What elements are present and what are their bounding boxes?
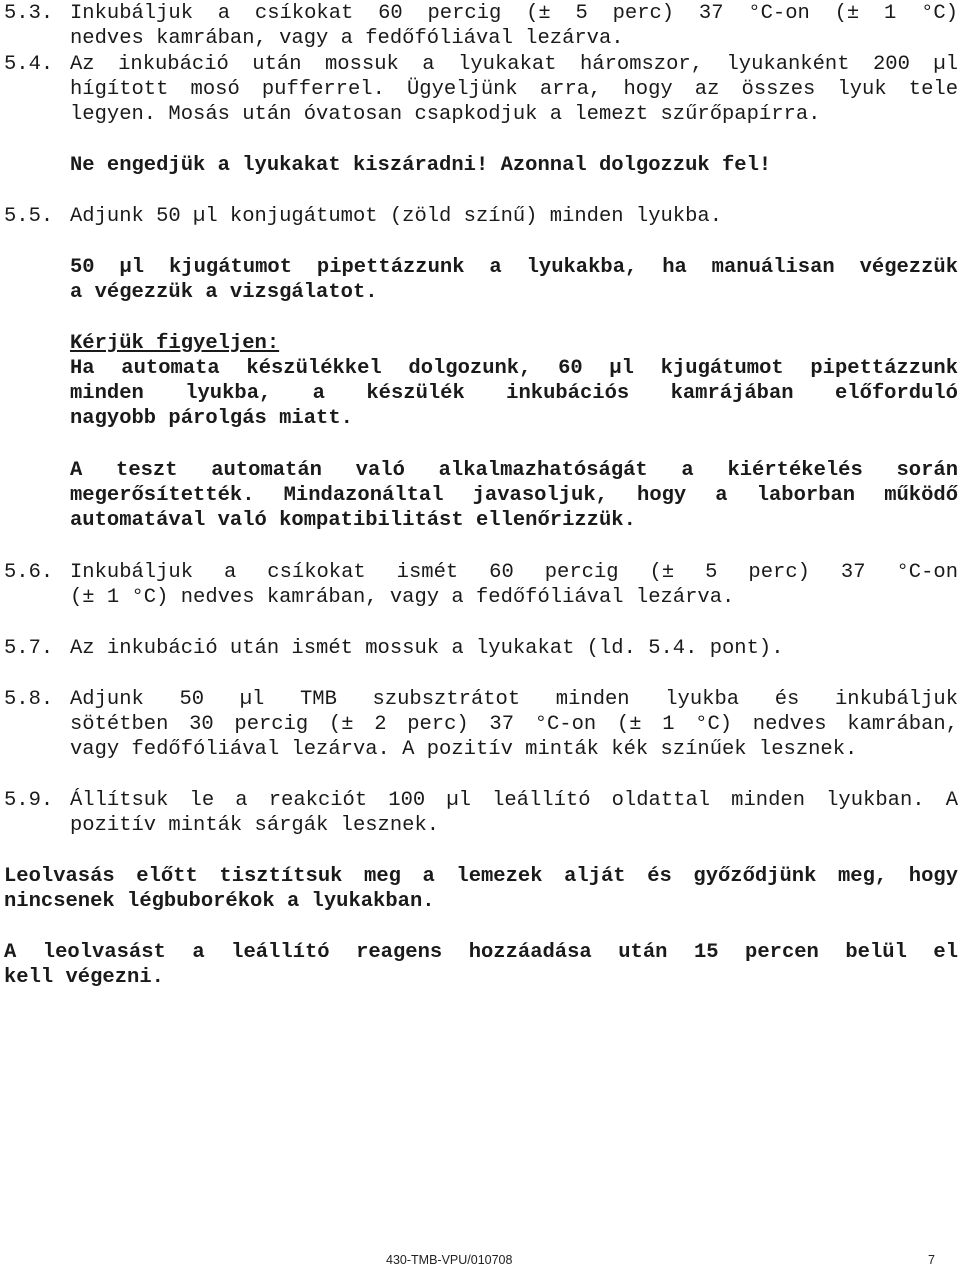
page-number: 7 — [928, 1253, 935, 1267]
manual-note-line: 50 µl kjugátumot pipettázzunk a lyukakba, ha manuálisan végezzük — [70, 256, 958, 279]
timing-line: A leolvasást a leállító reagens hozzáadása után 15 percen belül el — [4, 941, 958, 964]
step-number: 5.6. — [4, 561, 54, 584]
step-text-line: legyen. Mosás után óvatosan csapkodjuk a lemezt szűrőpapírra. — [70, 103, 821, 126]
validation-line: automatával való kompatibilitást ellenőrizzük. — [70, 509, 636, 532]
attention-heading: Kérjük figyeljen: — [70, 332, 280, 355]
cleaning-line: nincsenek légbuborékok a lyukakban. — [4, 890, 435, 913]
attention-line: Ha automata készülékkel dolgozunk, 60 µl kjugátumot pipettázzunk — [70, 357, 958, 380]
step-text-line: pozitív minták sárgák lesznek. — [70, 814, 440, 837]
attention-line: nagyobb párolgás miatt. — [70, 407, 353, 430]
attention-line: minden lyukba, a készülék inkubációs kamrájában előforduló — [70, 382, 958, 405]
step-text-line: sötétben 30 percig (± 2 perc) 37 °C-on (± 1 °C) nedves kamrában, — [70, 713, 958, 736]
timing-line: kell végezni. — [4, 966, 164, 989]
step-text-line: (± 1 °C) nedves kamrában, vagy a fedőfóliával lezárva. — [70, 586, 735, 609]
step-text-line: vagy fedőfóliával lezárva. A pozitív minták kék színűek lesznek. — [70, 738, 858, 761]
validation-line: A teszt automatán való alkalmazhatóságát a kiértékelés során — [70, 459, 958, 482]
step-number: 5.3. — [4, 2, 54, 25]
step-number: 5.5. — [4, 205, 54, 228]
step-text-line: Állítsuk le a reakciót 100 µl leállító oldattal minden lyukban. A — [70, 789, 958, 812]
warning-text: Ne engedjük a lyukakat kiszáradni! Azonnal dolgozzuk fel! — [70, 154, 772, 177]
step-text-line: Az inkubáció után ismét mossuk a lyukakat (ld. 5.4. pont). — [70, 637, 784, 660]
step-text-line: nedves kamrában, vagy a fedőfóliával lezárva. — [70, 27, 624, 50]
step-number: 5.4. — [4, 53, 54, 76]
step-text-line: Inkubáljuk a csíkokat 60 percig (± 5 perc) 37 °C-on (± 1 °C) — [70, 2, 958, 25]
step-text-line: Adjunk 50 µl konjugátumot (zöld színű) minden lyukba. — [70, 205, 723, 228]
step-text-line: Inkubáljuk a csíkokat ismét 60 percig (± 5 perc) 37 °C-on — [70, 561, 958, 584]
document-code: 430-TMB-VPU/010708 — [386, 1253, 513, 1267]
validation-line: megerősítették. Mindazonáltal javasoljuk, hogy a laborban működő — [70, 484, 958, 507]
step-number: 5.8. — [4, 688, 54, 711]
step-number: 5.9. — [4, 789, 54, 812]
step-text-line: hígított mosó pufferrel. Ügyeljünk arra, hogy az összes lyuk tele — [70, 78, 958, 101]
step-text-line: Az inkubáció után mossuk a lyukakat háromszor, lyukanként 200 µl — [70, 53, 958, 76]
manual-note-line: a végezzük a vizsgálatot. — [70, 281, 378, 304]
step-text-line: Adjunk 50 µl TMB szubsztrátot minden lyukba és inkubáljuk — [70, 688, 958, 711]
cleaning-line: Leolvasás előtt tisztítsuk meg a lemezek alját és győződjünk meg, hogy — [4, 865, 958, 888]
step-number: 5.7. — [4, 637, 54, 660]
